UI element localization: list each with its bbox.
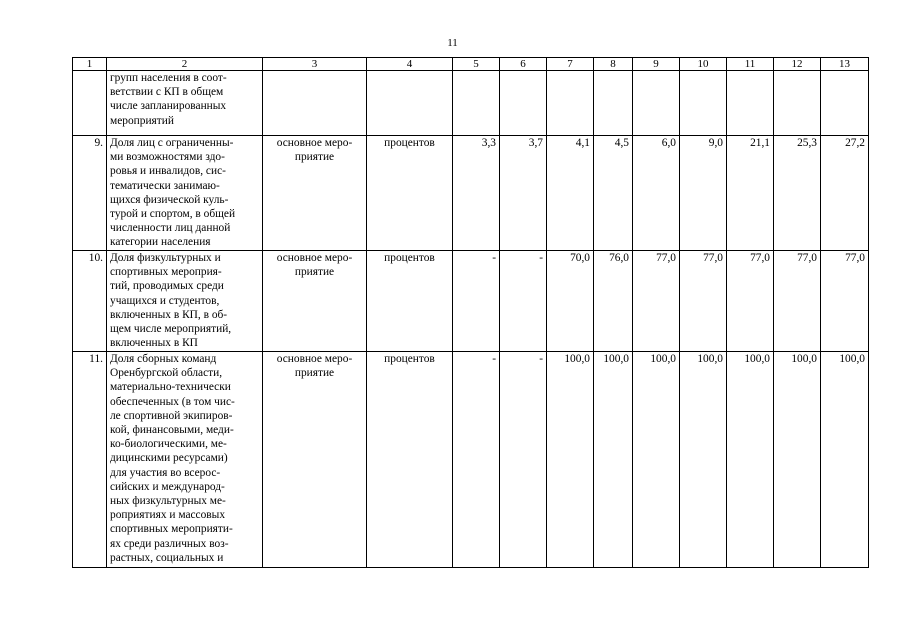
- row-number: 11.: [73, 352, 107, 568]
- indicator-type: основное меро- приятие: [263, 136, 367, 251]
- value-cell: 77,0: [821, 251, 869, 352]
- value-cell: 4,1: [547, 136, 594, 251]
- value-cell: [633, 71, 680, 136]
- indicator-unit: [367, 71, 453, 136]
- value-cell: 3,7: [500, 136, 547, 251]
- value-cell: 25,3: [774, 136, 821, 251]
- indicator-name: групп населения в соот- ветствии с КП в общем числе запланированных мероприятий: [107, 71, 263, 136]
- indicator-name: Доля физкультурных и спортивных мероприя- тий, проводимых среди учащихся и студентов, включенных в КП, в об- щем числе мероприятий, включенных в КП: [107, 251, 263, 352]
- value-cell: 100,0: [727, 352, 774, 568]
- value-cell: 100,0: [633, 352, 680, 568]
- value-cell: 6,0: [633, 136, 680, 251]
- value-cell: 21,1: [727, 136, 774, 251]
- row-number: 9.: [73, 136, 107, 251]
- indicators-table: [72, 57, 869, 568]
- value-cell: 100,0: [594, 352, 633, 568]
- value-cell: 100,0: [547, 352, 594, 568]
- column-header: 11: [727, 58, 774, 71]
- table-row: [73, 352, 869, 568]
- value-cell: [774, 71, 821, 136]
- column-header: 7: [547, 58, 594, 71]
- row-number: 10.: [73, 251, 107, 352]
- value-cell: 70,0: [547, 251, 594, 352]
- column-header: 12: [774, 58, 821, 71]
- column-header: 1: [73, 58, 107, 71]
- column-header: 9: [633, 58, 680, 71]
- value-cell: 100,0: [774, 352, 821, 568]
- table-row: [73, 136, 869, 251]
- value-cell: 77,0: [680, 251, 727, 352]
- value-cell: [727, 71, 774, 136]
- value-cell: 9,0: [680, 136, 727, 251]
- indicator-type: основное меро- приятие: [263, 251, 367, 352]
- indicator-name: Доля лиц с ограниченны- ми возможностями здо- ровья и инвалидов, сис- тематически занимаю- щихся физической куль- турой и спортом, в общей численности лиц данной категории населения: [107, 136, 263, 251]
- value-cell: [594, 71, 633, 136]
- value-cell: 77,0: [774, 251, 821, 352]
- value-cell: 77,0: [633, 251, 680, 352]
- value-cell: -: [453, 352, 500, 568]
- column-number-row: [73, 58, 869, 71]
- value-cell: -: [453, 251, 500, 352]
- column-header: 10: [680, 58, 727, 71]
- value-cell: 100,0: [680, 352, 727, 568]
- table-row: [73, 251, 869, 352]
- indicator-name: Доля сборных команд Оренбургской области, материально-технически обеспеченных (в том чис- ле спортивной экипиров- кой, финансовыми, меди- ко-биологическими, ме- дицинскими ресурсами) для участия во всерос- сийских и международ- ных физкультурных ме- роприятиях и массовых спортивных мероприяти- ях среди различных воз- растных, социальных и: [107, 352, 263, 568]
- value-cell: 27,2: [821, 136, 869, 251]
- indicator-type: основное меро- приятие: [263, 352, 367, 568]
- value-cell: -: [500, 251, 547, 352]
- value-cell: 3,3: [453, 136, 500, 251]
- value-cell: -: [500, 352, 547, 568]
- indicator-unit: процентов: [367, 136, 453, 251]
- column-header: 4: [367, 58, 453, 71]
- value-cell: [500, 71, 547, 136]
- table-row: [73, 71, 869, 136]
- column-header: 8: [594, 58, 633, 71]
- column-header: 13: [821, 58, 869, 71]
- page-number: 11: [447, 37, 458, 49]
- value-cell: 100,0: [821, 352, 869, 568]
- column-header: 6: [500, 58, 547, 71]
- indicator-type: [263, 71, 367, 136]
- column-header: 3: [263, 58, 367, 71]
- value-cell: [453, 71, 500, 136]
- column-header: 5: [453, 58, 500, 71]
- value-cell: [547, 71, 594, 136]
- value-cell: [680, 71, 727, 136]
- value-cell: 4,5: [594, 136, 633, 251]
- indicator-unit: процентов: [367, 251, 453, 352]
- value-cell: 77,0: [727, 251, 774, 352]
- value-cell: 76,0: [594, 251, 633, 352]
- row-number: [73, 71, 107, 136]
- value-cell: [821, 71, 869, 136]
- column-header: 2: [107, 58, 263, 71]
- indicator-unit: процентов: [367, 352, 453, 568]
